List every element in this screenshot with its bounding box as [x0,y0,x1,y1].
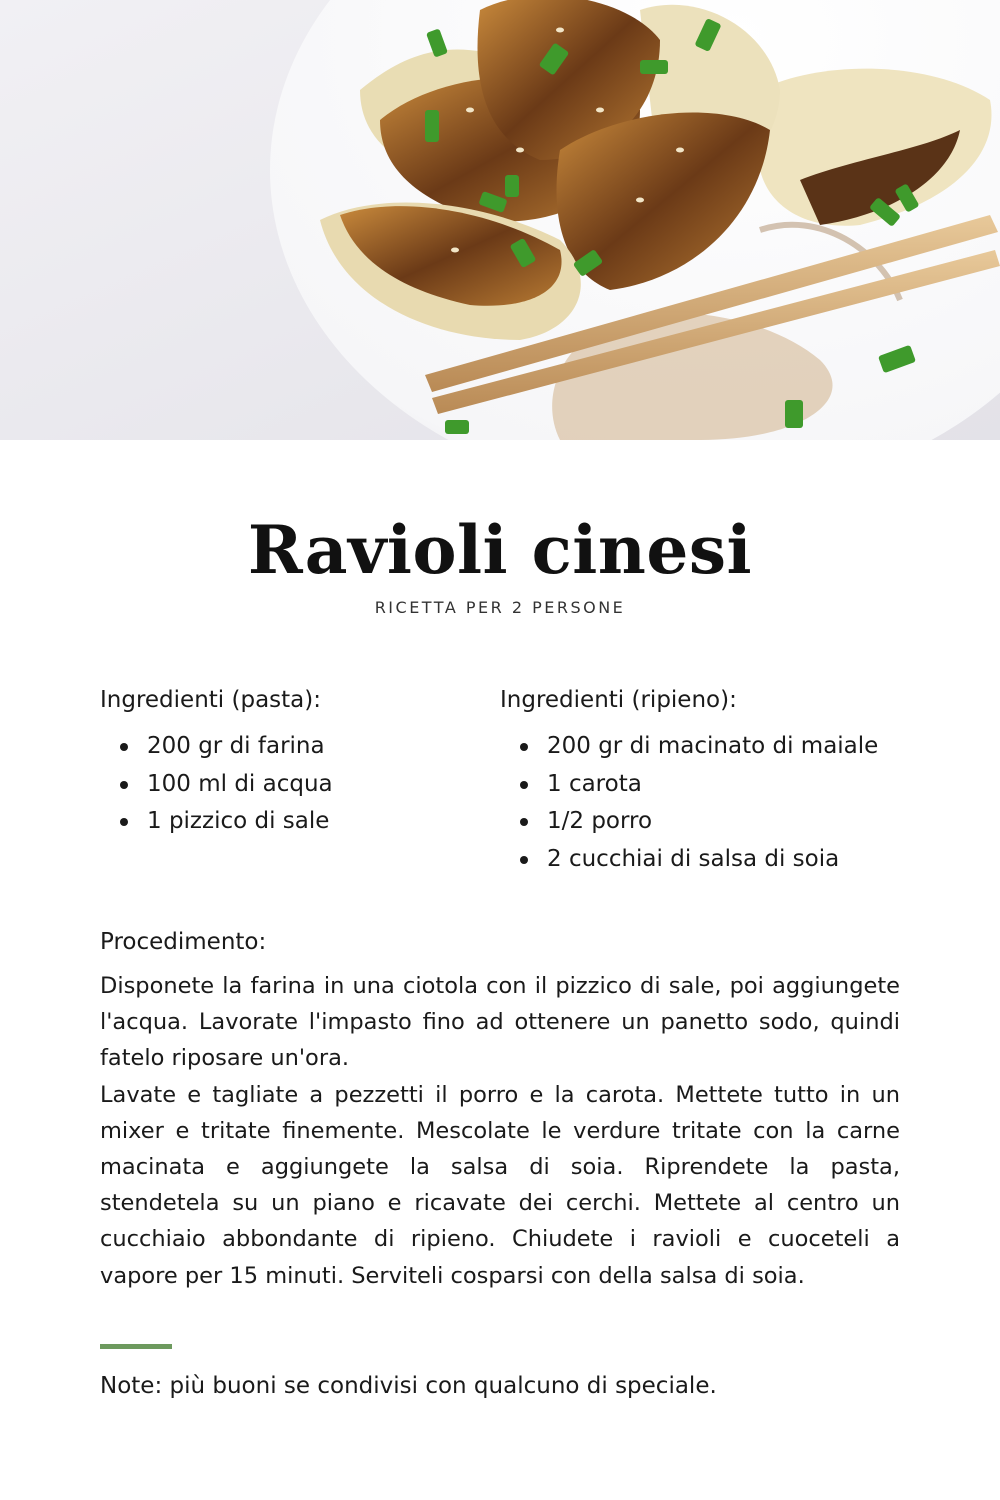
ingredients-filling-heading: Ingredienti (ripieno): [500,687,737,713]
procedure-paragraph: Lavate e tagliate a pezzetti il porro e la carota. Mettete tutto in un mixer e tritate finemente. Mescolate le verdure tritate con la carne macinata e aggiungete la salsa di soia. Riprendete la pasta, stendetela su un piano e ricavate dei cerchi. Mettete al centro un cucchiaio abbondante di ripieno. Chiudete i ravioli e cuoceteli a vapore per 15 minuti. Serviteli cosparsi con della salsa di soia. [100,1081,900,1289]
dumplings-photo [0,0,1000,440]
list-item: 200 gr di farina [100,728,480,766]
ingredients-pasta-list [100,728,480,841]
recipe-title: Ravioli cinesi [247,511,753,589]
ingredients-filling-section [500,684,920,878]
list-item: 1 pizzico di sale [100,803,480,841]
list-item: 200 gr di macinato di maiale [500,728,920,766]
recipe-subtitle: RICETTA PER 2 PERSONE [374,598,626,617]
hero-photo [0,0,1000,440]
procedure-paragraph: Disponete la farina in una ciotola con il pizzico di sale, poi aggiungete l'acqua. Lavorate l'impasto fino ad ottenere un panetto sodo, quindi fatelo riposare un'ora. [100,973,900,1072]
list-item: 1 carota [500,766,920,804]
ingredients-pasta-section [100,684,480,841]
accent-divider [100,1344,172,1349]
list-item: 2 cucchiai di salsa di soia [500,841,920,879]
list-item: 100 ml di acqua [100,766,480,804]
recipe-note: Note: più buoni se condivisi con qualcuno di speciale. [100,1373,717,1399]
ingredients-filling-list [500,728,920,878]
ingredients-pasta-heading: Ingredienti (pasta): [100,687,321,713]
procedure-text [100,968,900,1294]
list-item: 1/2 porro [500,803,920,841]
procedure-heading: Procedimento: [100,929,267,955]
